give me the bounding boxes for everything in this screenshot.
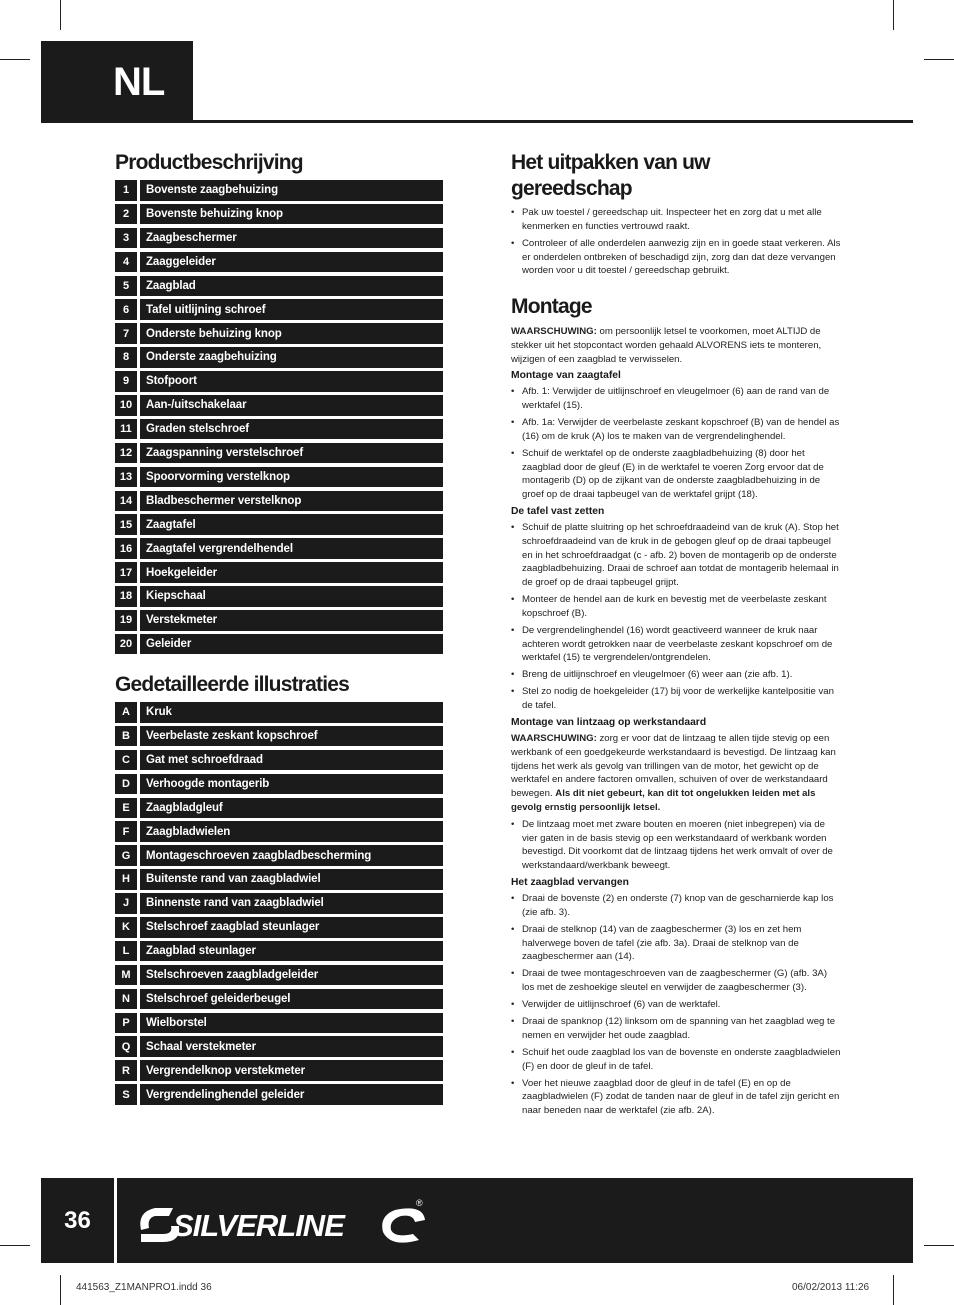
product-part-row [115,323,443,344]
item-number: L [115,941,137,962]
item-number: 2 [115,204,137,225]
warning-label: WAARSCHUWING: [511,326,597,337]
item-label: Gat met schroefdraad [140,750,443,771]
illustration-part-row [115,845,443,866]
product-part-row [115,443,443,464]
item-number: 20 [115,634,137,655]
item-number: 16 [115,538,137,559]
illustration-part-row [115,941,443,962]
item-label: Zaagblad steunlager [140,941,443,962]
item-label: Montageschroeven zaagbladbescherming [140,845,443,866]
illustration-part-row [115,917,443,938]
product-part-row [115,299,443,320]
product-parts-list [115,180,443,658]
illustration-part-row [115,869,443,890]
product-part-row [115,276,443,297]
item-label: Bladbeschermer verstelknop [140,491,443,512]
item-label: Verhoogde montagerib [140,774,443,795]
item-number: 15 [115,514,137,535]
illustration-part-row [115,702,443,723]
item-number: H [115,869,137,890]
item-number: 7 [115,323,137,344]
item-label: Zaagspanning verstelschroef [140,443,443,464]
bullet-item: • Schuif het oude zaagblad los van de bovenste en onderste zaagbladwielen (F) en door de gleuf in de tafel. [511,1046,841,1074]
bullet-item: • Draai de stelknop (14) van de zaagbeschermer (3) los en zet hem halverwege boven de tafel (zie afb. 3a). Draai de stelknop van de zaagbeschermer aan (14). [511,923,841,964]
crop-mark [924,59,954,60]
item-label: Veerbelaste zeskant kopschroef [140,726,443,747]
item-label: Zaagtafel [140,514,443,535]
item-label: Vergrendelknop verstekmeter [140,1060,443,1081]
subheading-tafel-vast: De tafel vast zetten [511,506,605,518]
unpack-bullets [511,206,841,278]
unpack-title-line1: Het uitpakken van uw [511,151,710,174]
item-number: P [115,1013,137,1034]
item-label: Vergrendelinghendel geleider [140,1084,443,1105]
file-slug: 441563_Z1MANPRO1.indd 36 [76,1282,212,1293]
illustration-parts-list [115,702,443,1108]
bullet-item: • Verwijder de uitlijnschroef (6) van de werktafel. [511,998,841,1012]
bullet-item: • Controleer of alle onderdelen aanwezig zijn en in goede staat verkeren. Als er onderdelen ontbreken of beschadigd zijn, zorg dan dat deze vervangen worden voor u dit toestel / gereedschap gebruikt. [511,237,841,278]
item-number: F [115,821,137,842]
registered-mark: ® [416,1198,423,1208]
illustration-part-row [115,893,443,914]
item-label: Geleider [140,634,443,655]
silverline-logo [133,1190,433,1252]
bullet-item: • De vergrendelinghendel (16) wordt geactiveerd wanneer de kruk naar achteren wordt getrokken naar de veerbelaste zeskant kopschroef om de werktafel (15) te vergrendelen/ontgrendelen. [511,624,841,665]
item-label: Kruk [140,702,443,723]
illustration-part-row [115,965,443,986]
item-label: Wielborstel [140,1013,443,1034]
bullet-item: • Schuif de platte sluitring op het schroefdraadeind van de kruk (A). Stop het schroefdraadeind van de kruk in de gebogen gleuf op de draai tapbeugel en in het schroefdraadgat (c - afb. 2) boven de montagerib op de onderste zaagbladbehuizing. Draai de schroef aan totdat de montagerib helemaal in de groef op de draai tapbeugel grijpt. [511,521,841,590]
item-number: G [115,845,137,866]
item-number: S [115,1084,137,1105]
item-number: E [115,798,137,819]
item-number: D [115,774,137,795]
bullet-item: • Afb. 1: Verwijder de uitlijnschroef en vleugelmoer (6) aan de rand van de werktafel (15). [511,385,841,413]
item-number: 11 [115,419,137,440]
item-label: Kiepschaal [140,586,443,607]
product-part-row [115,634,443,655]
item-number: B [115,726,137,747]
illustration-part-row [115,1060,443,1081]
warning2-label: WAARSCHUWING: [511,733,597,745]
subheading-werkstandaard: Montage van lintzaag op werkstandaard [511,717,707,729]
illustration-part-row [115,1013,443,1034]
bullet-item: • Draai de twee montageschroeven van de zaagbeschermer (G) (afb. 3A) los met de zeshoekige sleutel en verwijder de zaagbeschermer (3). [511,967,841,995]
unpack-section [511,206,841,281]
item-label: Hoekgeleider [140,562,443,583]
werkstandaard-bullets [511,818,841,873]
crop-mark [0,59,30,60]
item-label: Bovenste zaagbehuizing [140,180,443,201]
item-number: R [115,1060,137,1081]
item-number: 10 [115,395,137,416]
item-number: 9 [115,371,137,392]
product-part-row [115,180,443,201]
product-part-row [115,586,443,607]
warning2-bold: Als dit niet gebeurt, kan dit tot ongelukken leiden met als gevolg ernstig persoonlijk letsel. [511,788,816,813]
product-part-row [115,371,443,392]
item-label: Verstekmeter [140,610,443,631]
item-label: Onderste zaagbehuizing [140,347,443,368]
illustrations-title: Gedetailleerde illustraties [115,673,350,696]
bullet-item: • De lintzaag moet met zware bouten en moeren (niet inbegrepen) via de vier gaten in de basis stevig op een werkstandaard of werkbank worden bevestigd. Dit voorkomt dat de lintzaag tijdens het werk omvalt of over de werkstandaard/werkbank beweegt. [511,818,841,873]
product-part-row [115,610,443,631]
item-label: Binnenste rand van zaagbladwiel [140,893,443,914]
item-label: Spoorvorming verstelknop [140,467,443,488]
item-number: 18 [115,586,137,607]
crop-mark [893,0,894,30]
item-label: Onderste behuizing knop [140,323,443,344]
item-label: Zaagtafel vergrendelhendel [140,538,443,559]
bullet-item: • Draai de bovenste (2) en onderste (7) knop van de gescharnierde kap los (zie afb. 3). [511,892,841,920]
bullet-item: • Monteer de hendel aan de kurk en bevestig met de veerbelaste zeskant kopschroef (B). [511,593,841,621]
item-number: 4 [115,252,137,273]
bullet-item: • Breng de uitlijnschroef en vleugelmoer (6) weer aan (zie afb. 1). [511,668,841,682]
montage-title: Montage [511,295,592,318]
item-number: K [115,917,137,938]
item-number: C [115,750,137,771]
crop-mark [60,0,61,30]
item-label: Stelschroeven zaagbladgeleider [140,965,443,986]
product-part-row [115,252,443,273]
illustration-part-row [115,1036,443,1057]
item-label: Zaagbladwielen [140,821,443,842]
product-title: Productbeschrijving [115,151,303,174]
item-number: 5 [115,276,137,297]
item-number: 13 [115,467,137,488]
bullet-item: • Pak uw toestel / gereedschap uit. Inspecteer het en zorg dat u met alle kenmerken en functies vertrouwd raakt. [511,206,841,234]
crop-mark [924,1245,954,1246]
item-label: Stofpoort [140,371,443,392]
item-number: Q [115,1036,137,1057]
illustration-part-row [115,989,443,1010]
montage-section [511,325,841,1121]
item-number: J [115,893,137,914]
item-number: 17 [115,562,137,583]
product-part-row [115,514,443,535]
item-label: Zaaggeleider [140,252,443,273]
illustration-part-row [115,774,443,795]
tafel-vast-bullets [511,521,841,713]
montage-warning [511,325,841,366]
item-label: Stelschroef zaagblad steunlager [140,917,443,938]
unpack-title [511,150,710,202]
bullet-item: • Draai de spanknop (12) linksom om de spanning van het zaagblad weg te nemen en verwijder het oude zaagblad. [511,1015,841,1043]
item-label: Graden stelschroef [140,419,443,440]
footer-bar [41,1178,913,1263]
illustration-part-row [115,821,443,842]
subheading-zaagtafel: Montage van zaagtafel [511,370,621,382]
logo-wordmark: SILVERLINE [173,1208,344,1243]
item-number: 6 [115,299,137,320]
item-label: Buitenste rand van zaagbladwiel [140,869,443,890]
crop-mark [60,1275,61,1305]
item-label: Zaagbladgleuf [140,798,443,819]
item-number: 3 [115,228,137,249]
product-part-row [115,204,443,225]
product-part-row [115,491,443,512]
header-rule [41,120,913,123]
product-part-row [115,228,443,249]
item-label: Schaal verstekmeter [140,1036,443,1057]
item-label: Aan-/uitschakelaar [140,395,443,416]
item-label: Stelschroef geleiderbeugel [140,989,443,1010]
item-number: A [115,702,137,723]
product-part-row [115,419,443,440]
illustration-part-row [115,798,443,819]
page-number: 36 [64,1206,91,1234]
date-slug: 06/02/2013 11:26 [792,1282,870,1293]
product-part-row [115,467,443,488]
warning-text: om persoonlijk letsel te voorkomen, moet ALTIJD de stekker uit het stopcontact worden gehaald ALVORENS iets te monteren, wijzigen of een zaagblad te verwisselen. [511,326,822,365]
item-label: Zaagbeschermer [140,228,443,249]
warning2-text: zorg er voor dat de lintzaag te allen tijde stevig op een werkbank of een goedgekeurde werkstandaard is bevestigd. De lintzaag kan tijdens het werk als gevolg van trillingen van de motor, het gewicht op de werktafel en andere factoren omvallen, schuiven of over de werkstandaard bewegen. [511,733,836,800]
item-number: 12 [115,443,137,464]
item-label: Zaagblad [140,276,443,297]
subheading-zaagblad: Het zaagblad vervangen [511,877,629,889]
footer-divider [114,1178,117,1263]
werkstandaard-warning [511,732,841,815]
item-number: 8 [115,347,137,368]
product-part-row [115,395,443,416]
item-number: 14 [115,491,137,512]
bullet-item: • Afb. 1a: Verwijder de veerbelaste zeskant kopschroef (B) van de hendel as (16) om de kruk (A) los te maken van de vergrendelinghendel. [511,416,841,444]
product-part-row [115,538,443,559]
bullet-item: • Stel zo nodig de hoekgeleider (17) bij voor de werkelijke kantelpositie van de tafel. [511,685,841,713]
item-number: M [115,965,137,986]
bullet-item: • Schuif de werktafel op de onderste zaagbladbehuizing (8) door het zaagblad door de gleuf (E) in de werktafel te voeren Zorg ervoor dat de montagerib (D) op de zijkant van de onderste zaagbladbehuizing in de groef op de draai tapbeugel van de werktafel grijpt (18). [511,447,841,502]
crop-mark [0,1245,30,1246]
zaagblad-bullets [511,892,841,1118]
product-part-row [115,347,443,368]
zaagtafel-bullets [511,385,841,502]
illustration-part-row [115,726,443,747]
item-number: 1 [115,180,137,201]
item-number: N [115,989,137,1010]
item-label: Bovenste behuizing knop [140,204,443,225]
illustration-part-row [115,1084,443,1105]
language-code: NL [113,59,165,104]
language-tab [41,41,193,123]
product-part-row [115,562,443,583]
illustration-part-row [115,750,443,771]
item-label: Tafel uitlijning schroef [140,299,443,320]
bullet-item: • Voer het nieuwe zaagblad door de gleuf in de tafel (E) en op de zaagbladwielen (F) zodat de tanden naar de gleuf in de tafel zijn gericht en naar beneden naar de werktafel (zie afb. 2A). [511,1077,841,1118]
crop-mark [893,1275,894,1305]
item-number: 19 [115,610,137,631]
unpack-title-line2: gereedschap [511,177,632,200]
